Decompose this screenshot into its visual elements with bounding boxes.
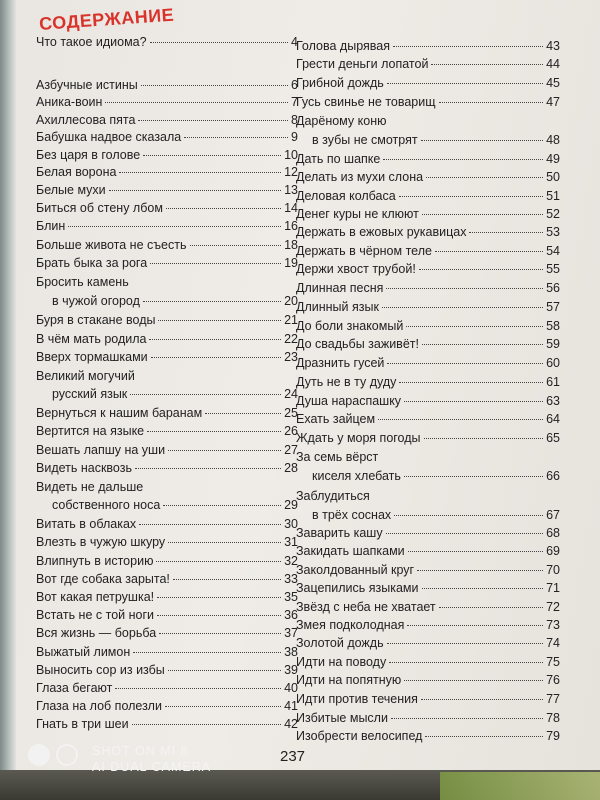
toc-entry [296, 393, 560, 409]
toc-entry [296, 261, 560, 277]
toc-entry-page: 64 [546, 412, 560, 426]
toc-entry [36, 662, 298, 678]
toc-entry-title: Бабушка надвое сказала [36, 130, 182, 144]
toc-dot-leader [407, 625, 543, 626]
toc-entry-title: Грибной дождь [296, 76, 384, 90]
toc-entry-title: Грести деньги лопатой [296, 57, 429, 71]
toc-entry [36, 644, 298, 660]
toc-dot-leader [133, 652, 281, 653]
toc-entry-page: 56 [546, 281, 560, 295]
toc-entry [296, 430, 560, 446]
toc-entry-title: Идти на попятную [296, 673, 402, 687]
toc-entry-page: 78 [546, 711, 560, 725]
toc-entry-title: Идти против течения [296, 692, 418, 706]
toc-entry-title: Видеть не дальше [36, 480, 144, 494]
toc-entry [296, 691, 560, 707]
toc-entry-title: Ехать зайцем [296, 412, 376, 426]
toc-entry [296, 280, 560, 296]
toc-entry [36, 255, 298, 271]
toc-dot-leader [424, 438, 544, 439]
toc-entry [296, 654, 560, 670]
toc-dot-leader [143, 301, 281, 302]
toc-entry-title: Идти на поводу [296, 655, 387, 669]
toc-entry-page: 28 [284, 461, 298, 475]
toc-entry-page: 9 [291, 130, 298, 144]
toc-entry-title: Изобрести велосипед [296, 729, 423, 743]
toc-dot-leader [147, 431, 281, 432]
toc-entry-title: Держать в чёрном теле [296, 244, 432, 258]
toc-entry-page: 21 [284, 313, 298, 327]
toc-entry-title: Азбучные истины [36, 78, 138, 92]
toc-dot-leader [141, 85, 288, 86]
toc-entry-title: Гнать в три шеи [36, 717, 129, 731]
toc-entry [296, 617, 560, 633]
toc-entry-page: 10 [284, 148, 298, 162]
toc-entry-title: Вверх тормашками [36, 350, 148, 364]
toc-entry-page: 27 [284, 443, 298, 457]
toc-entry-title: Дразнить гусей [296, 356, 385, 370]
watermark-dot-ring-icon [56, 744, 78, 766]
toc-entry [296, 580, 560, 596]
toc-dot-leader [422, 588, 544, 589]
toc-entry-title: Закидать шапками [296, 544, 405, 558]
toc-dot-leader [439, 607, 543, 608]
toc-entry [36, 274, 298, 290]
toc-entry [296, 543, 560, 559]
toc-entry-page: 65 [546, 431, 560, 445]
toc-dot-leader [404, 401, 543, 402]
toc-dot-leader [132, 724, 282, 725]
toc-dot-leader [166, 208, 281, 209]
toc-entry-page: 69 [546, 544, 560, 558]
toc-entry-title: Бросить камень [36, 275, 129, 289]
toc-entry-title: в чужой огород [52, 294, 140, 308]
toc-entry-title: Белая ворона [36, 165, 117, 179]
toc-entry [36, 129, 298, 145]
toc-entry-page: 19 [284, 256, 298, 270]
toc-entry-title: Золотой дождь [296, 636, 384, 650]
toc-dot-leader [386, 288, 543, 289]
toc-entry-title: Дать по шапке [296, 152, 381, 166]
toc-entry-page: 73 [546, 618, 560, 632]
toc-entry [296, 113, 560, 129]
toc-entry-page: 40 [284, 681, 298, 695]
toc-entry-page: 71 [546, 581, 560, 595]
toc-dot-leader [157, 615, 281, 616]
toc-entry-title: Великий могучий [36, 369, 135, 383]
toc-entry-title: Зацепились языками [296, 581, 419, 595]
toc-dot-leader [149, 339, 281, 340]
toc-entry [296, 525, 560, 541]
toc-entry-page: 70 [546, 563, 560, 577]
toc-dot-leader [394, 515, 543, 516]
toc-entry-title: Змея подколодная [296, 618, 405, 632]
toc-dot-leader [387, 363, 543, 364]
toc-entry-page: 42 [284, 717, 298, 731]
toc-entry-page: 29 [284, 498, 298, 512]
toc-entry-page: 74 [546, 636, 560, 650]
toc-entry-title: До боли знакомый [296, 319, 404, 333]
toc-entry [36, 237, 298, 253]
toc-entry-title: Держи хвост трубой! [296, 262, 416, 276]
toc-entry-page: 39 [284, 663, 298, 677]
toc-entry [36, 423, 298, 439]
toc-entry-title: Вся жизнь — борьба [36, 626, 157, 640]
toc-dot-leader [469, 232, 543, 233]
toc-dot-leader [431, 64, 543, 65]
toc-entry-title: Брать быка за рога [36, 256, 148, 270]
toc-entry [36, 716, 298, 732]
toc-entry [36, 218, 298, 234]
toc-entry-title: Встать не с той ноги [36, 608, 154, 622]
toc-entry-title: Гусь свинье не товарищ [296, 95, 436, 109]
toc-entry-title: Витать в облаках [36, 517, 137, 531]
toc-entry [36, 442, 298, 458]
toc-dot-leader [159, 633, 281, 634]
toc-entry [296, 635, 560, 651]
toc-entry-page: 44 [546, 57, 560, 71]
toc-entry-title: В чём мать родила [36, 332, 147, 346]
toc-entry-title: Биться об стену лбом [36, 201, 163, 215]
toc-entry [36, 698, 298, 714]
toc-entry-page: 76 [546, 673, 560, 687]
toc-entry [36, 607, 298, 623]
toc-entry [36, 479, 298, 495]
camera-watermark [28, 744, 248, 780]
toc-dot-leader [406, 326, 543, 327]
toc-entry-title: До свадьбы заживёт! [296, 337, 419, 351]
toc-entry-title: Вот какая петрушка! [36, 590, 155, 604]
toc-dot-leader [119, 172, 281, 173]
toc-entry [36, 680, 298, 696]
toc-dot-leader [158, 320, 281, 321]
toc-entry [296, 206, 560, 222]
toc-entry-page: 75 [546, 655, 560, 669]
toc-entry-page: 37 [284, 626, 298, 640]
toc-dot-leader [391, 718, 543, 719]
toc-entry [296, 488, 560, 504]
toc-dot-leader [425, 736, 543, 737]
toc-entry [296, 299, 560, 315]
background-object [440, 772, 600, 800]
toc-dot-leader [168, 542, 281, 543]
toc-entry-title: Белые мухи [36, 183, 106, 197]
toc-entry [296, 728, 560, 744]
toc-entry-title: Буря в стакане воды [36, 313, 156, 327]
toc-dot-leader [139, 524, 281, 525]
watermark-line2: AI DUAL CAMERA [92, 760, 212, 774]
toc-entry-page: 22 [284, 332, 298, 346]
toc-entry-title: в трёх соснах [312, 508, 392, 522]
toc-dot-leader [404, 680, 543, 681]
toc-entry-title: Звёзд с неба не хватает [296, 600, 436, 614]
toc-entry [36, 182, 298, 198]
toc-entry-title: Что такое идиома? [36, 35, 147, 49]
toc-entry [36, 331, 298, 347]
toc-dot-leader [404, 476, 543, 477]
toc-dot-leader [386, 533, 544, 534]
toc-entry-title: Вешать лапшу на уши [36, 443, 166, 457]
toc-entry-page: 14 [284, 201, 298, 215]
toc-entry [36, 312, 298, 328]
toc-entry-title: Без царя в голове [36, 148, 141, 162]
toc-entry-page: 68 [546, 526, 560, 540]
toc-entry-title: Выжатый лимон [36, 645, 131, 659]
toc-entry-title: Заблудиться [296, 489, 370, 503]
toc-entry [36, 147, 298, 163]
toc-entry-page: 48 [546, 133, 560, 147]
toc-dot-leader [387, 643, 543, 644]
toc-entry-page: 77 [546, 692, 560, 706]
toc-entry [296, 151, 560, 167]
toc-entry-title: Видеть насквозь [36, 461, 132, 475]
toc-entry [36, 200, 298, 216]
toc-entry-page: 58 [546, 319, 560, 333]
toc-dot-leader [383, 159, 543, 160]
toc-entry [296, 94, 560, 110]
toc-entry-title: За семь вёрст [296, 450, 379, 464]
toc-entry-page: 23 [284, 350, 298, 364]
page-left-edge [0, 0, 16, 800]
toc-dot-leader [173, 579, 281, 580]
toc-entry-page: 60 [546, 356, 560, 370]
toc-entry [296, 336, 560, 352]
toc-dot-leader [168, 670, 281, 671]
toc-entry-title: Заколдованный круг [296, 563, 415, 577]
toc-entry-page: 50 [546, 170, 560, 184]
toc-entry [36, 34, 298, 50]
toc-entry [36, 589, 298, 605]
toc-dot-leader [205, 413, 281, 414]
toc-entry-page: 52 [546, 207, 560, 221]
toc-entry-page: 7 [291, 95, 298, 109]
toc-entry-page: 8 [291, 113, 298, 127]
toc-entry-title: Ахиллесова пята [36, 113, 136, 127]
toc-dot-leader [156, 561, 281, 562]
page-number: 237 [280, 748, 306, 765]
toc-entry [296, 672, 560, 688]
toc-entry [36, 77, 298, 93]
toc-dot-leader [115, 688, 281, 689]
toc-entry-page: 31 [284, 535, 298, 549]
toc-dot-leader [138, 120, 288, 121]
toc-entry-title: Аника-воин [36, 95, 103, 109]
toc-entry [296, 318, 560, 334]
toc-entry [296, 599, 560, 615]
toc-entry-page: 12 [284, 165, 298, 179]
toc-entry-title: Дарёному коню [296, 114, 387, 128]
toc-dot-leader [389, 662, 543, 663]
toc-dot-leader [439, 102, 544, 103]
toc-entry-page: 57 [546, 300, 560, 314]
toc-entry [36, 571, 298, 587]
toc-entry-page: 25 [284, 406, 298, 420]
toc-entry [36, 405, 298, 421]
toc-dot-leader [190, 245, 282, 246]
toc-dot-leader [109, 190, 281, 191]
toc-dot-leader [422, 214, 543, 215]
toc-entry-title: Вертится на языке [36, 424, 145, 438]
toc-entry [296, 243, 560, 259]
toc-entry-page: 49 [546, 152, 560, 166]
toc-entry [296, 132, 560, 148]
toc-entry-page: 47 [546, 95, 560, 109]
toc-entry [296, 507, 560, 523]
watermark-dot-filled-icon [28, 744, 50, 766]
toc-entry-page: 24 [284, 387, 298, 401]
watermark-line1: SHOT ON MI 8 [92, 744, 189, 758]
toc-entry-title: Делать из мухи слона [296, 170, 424, 184]
toc-entry-title: Влипнуть в историю [36, 554, 154, 568]
toc-entry [36, 497, 298, 513]
toc-dot-leader [168, 450, 281, 451]
toc-entry-page: 30 [284, 517, 298, 531]
toc-entry-title: Вот где собака зарыта! [36, 572, 170, 586]
toc-entry-title: Ждать у моря погоды [296, 431, 421, 445]
toc-entry [296, 56, 560, 72]
page-title: СОДЕРЖАНИЕ [38, 4, 175, 35]
toc-dot-leader [157, 597, 281, 598]
toc-entry-page: 67 [546, 508, 560, 522]
toc-entry-page: 41 [284, 699, 298, 713]
toc-entry [296, 468, 560, 484]
toc-entry-title: Блин [36, 219, 66, 233]
toc-entry [36, 553, 298, 569]
toc-entry-title: Заварить кашу [296, 526, 383, 540]
toc-entry [36, 368, 298, 384]
toc-dot-leader [135, 468, 281, 469]
toc-entry-page: 26 [284, 424, 298, 438]
toc-entry-title: Дуть не в ту дуду [296, 375, 397, 389]
toc-dot-leader [399, 382, 543, 383]
toc-dot-leader [378, 419, 543, 420]
toc-entry [296, 224, 560, 240]
toc-dot-leader [408, 551, 543, 552]
toc-dot-leader [426, 177, 543, 178]
toc-dot-leader [150, 263, 281, 264]
toc-entry [36, 164, 298, 180]
toc-entry-title: Длинная песня [296, 281, 384, 295]
toc-dot-leader [422, 344, 543, 345]
toc-entry-page: 6 [291, 78, 298, 92]
toc-entry-page: 33 [284, 572, 298, 586]
toc-entry [296, 374, 560, 390]
toc-entry-title: Вернуться к нашим баранам [36, 406, 203, 420]
toc-dot-leader [105, 102, 288, 103]
toc-entry-page: 72 [546, 600, 560, 614]
toc-entry-page: 53 [546, 225, 560, 239]
toc-entry-page: 43 [546, 39, 560, 53]
toc-entry-page: 66 [546, 469, 560, 483]
toc-entry [36, 516, 298, 532]
toc-entry-page: 13 [284, 183, 298, 197]
toc-entry-page: 61 [546, 375, 560, 389]
toc-dot-leader [419, 269, 543, 270]
toc-entry [296, 710, 560, 726]
toc-entry-title: Глаза бегают [36, 681, 113, 695]
toc-entry-page: 63 [546, 394, 560, 408]
toc-entry-title: Длинный язык [296, 300, 379, 314]
toc-entry-title: в зубы не смотрят [312, 133, 418, 147]
toc-entry [36, 94, 298, 110]
toc-entry [296, 355, 560, 371]
toc-entry-title: собственного носа [52, 498, 161, 512]
toc-entry-title: Глаза на лоб полезли [36, 699, 162, 713]
toc-entry-page: 54 [546, 244, 560, 258]
toc-entry [296, 75, 560, 91]
toc-dot-leader [68, 226, 281, 227]
toc-dot-leader [151, 357, 281, 358]
toc-entry-page: 36 [284, 608, 298, 622]
toc-dot-leader [143, 155, 281, 156]
toc-entry-title: русский язык [52, 387, 128, 401]
toc-dot-leader [184, 137, 288, 138]
toc-entry-title: Денег куры не клюют [296, 207, 419, 221]
toc-entry [36, 534, 298, 550]
toc-dot-leader [421, 140, 544, 141]
toc-entry-title: Выносить сор из избы [36, 663, 165, 677]
toc-entry-page: 55 [546, 262, 560, 276]
toc-entry [36, 293, 298, 309]
toc-entry [296, 562, 560, 578]
toc-entry-page: 51 [546, 189, 560, 203]
toc-entry-title: Избитые мысли [296, 711, 388, 725]
toc-entry [296, 188, 560, 204]
toc-entry-page: 18 [284, 238, 298, 252]
toc-dot-leader [421, 699, 543, 700]
toc-entry-page: 32 [284, 554, 298, 568]
toc-dot-leader [163, 505, 281, 506]
toc-entry [296, 411, 560, 427]
toc-dot-leader [382, 307, 543, 308]
toc-entry-title: киселя хлебать [312, 469, 401, 483]
toc-entry [296, 449, 560, 465]
toc-entry-page: 35 [284, 590, 298, 604]
toc-entry-title: Голова дырявая [296, 39, 391, 53]
toc-entry-title: Влезть в чужую шкуру [36, 535, 166, 549]
toc-entry-page: 38 [284, 645, 298, 659]
toc-entry-title: Держать в ежовых рукавицах [296, 225, 467, 239]
toc-entry [296, 38, 560, 54]
toc-entry [36, 386, 298, 402]
toc-dot-leader [387, 83, 543, 84]
toc-entry-title: Душа нараспашку [296, 394, 402, 408]
toc-dot-leader [150, 42, 288, 43]
toc-dot-leader [435, 251, 543, 252]
toc-dot-leader [165, 706, 281, 707]
toc-entry-page: 4 [291, 35, 298, 49]
toc-entry [36, 349, 298, 365]
toc-dot-leader [130, 394, 281, 395]
toc-entry [36, 460, 298, 476]
toc-entry-page: 79 [546, 729, 560, 743]
toc-entry-title: Больше живота не съесть [36, 238, 187, 252]
toc-entry-page: 20 [284, 294, 298, 308]
toc-entry [36, 625, 298, 641]
toc-dot-leader [399, 196, 543, 197]
toc-entry-page: 45 [546, 76, 560, 90]
toc-dot-leader [417, 570, 543, 571]
toc-entry-page: 16 [284, 219, 298, 233]
toc-entry-title: Деловая колбаса [296, 189, 396, 203]
toc-entry-page: 59 [546, 337, 560, 351]
toc-entry [296, 169, 560, 185]
toc-entry [36, 112, 298, 128]
toc-dot-leader [393, 46, 543, 47]
